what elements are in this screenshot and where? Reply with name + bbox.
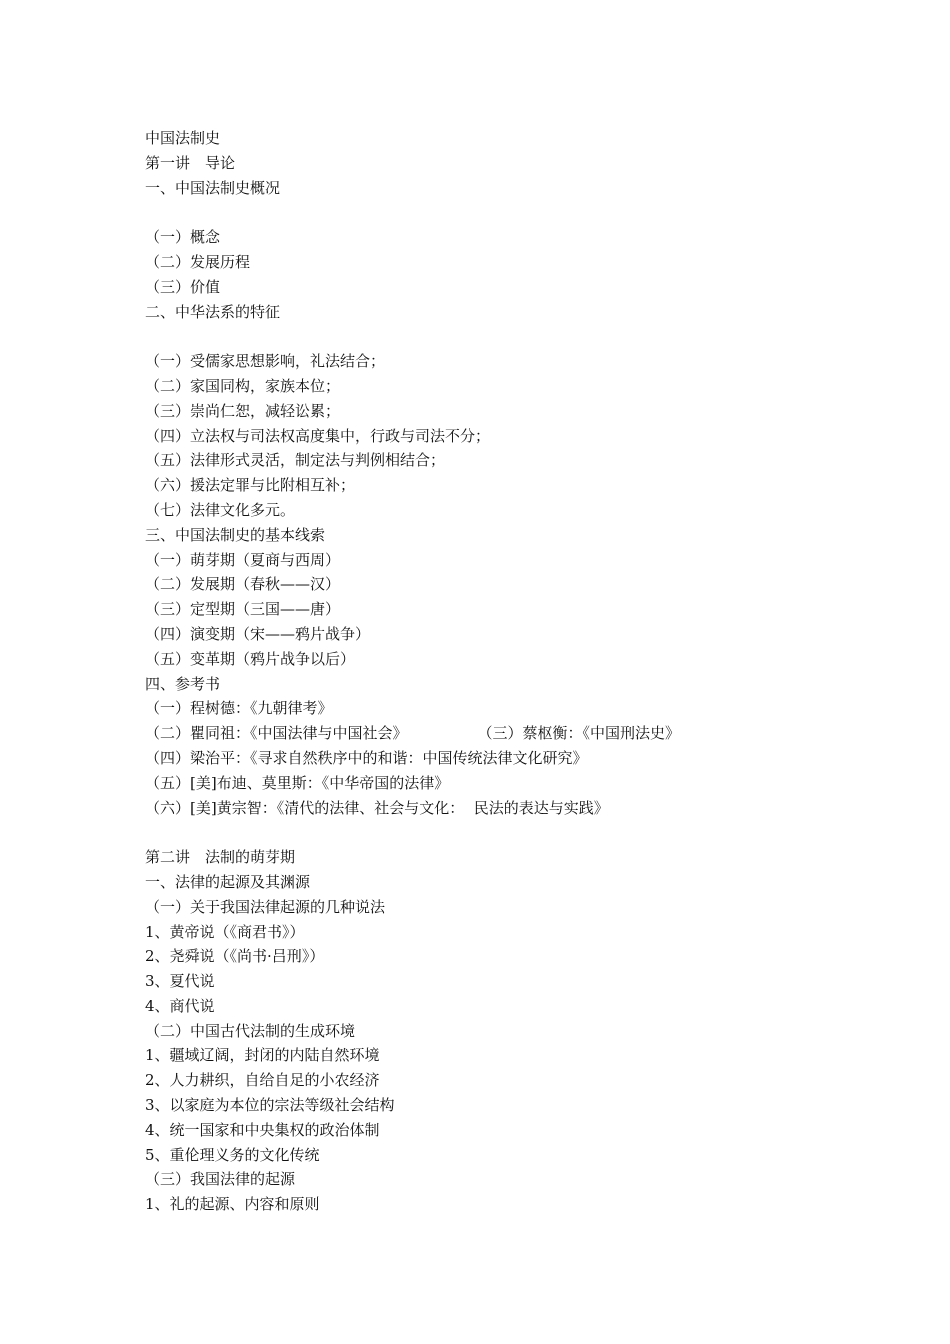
subsection-heading: （一）关于我国法律起源的几种说法 [145,897,386,916]
list-item: （七）法律文化多元。 [145,500,296,519]
list-item: 5、重伦理义务的文化传统 [145,1145,320,1164]
list-item: （三）价值 [145,277,221,296]
list-item: （五）变革期（鸦片战争以后） [145,649,356,668]
document-page [145,126,845,1217]
section-1-2-heading: 二、中华法系的特征 [145,302,281,321]
list-item: 1、疆域辽阔，封闭的内陆自然环境 [145,1046,380,1065]
list-item: （四）立法权与司法权高度集中，行政与司法不分； [145,426,491,445]
reference-item: （五）[美]布迪、莫里斯：《中华帝国的法律》 [145,773,450,792]
list-item: （三）崇尚仁恕，减轻讼累； [145,401,341,420]
reference-item: （三）蔡枢衡：《中国刑法史》 [477,724,681,743]
list-item: 3、夏代说 [145,972,215,991]
subsection-heading: （二）中国古代法制的生成环境 [145,1021,356,1040]
reference-row [145,721,845,746]
list-item: （五）法律形式灵活，制定法与判例相结合； [145,451,446,470]
section-2-1-heading: 一、法律的起源及其渊源 [145,872,311,891]
list-item: （二）发展历程 [145,252,251,271]
list-item: （一）萌芽期（夏商与西周） [145,550,341,569]
list-item: 1、礼的起源、内容和原则 [145,1195,320,1214]
list-item: （二）家国同构，家族本位； [145,376,341,395]
lecture-2-heading: 第二讲 法制的萌芽期 [145,848,296,867]
list-item: 1、黄帝说（《商君书》） [145,922,305,941]
list-item: （一）概念 [145,228,221,247]
list-item: （四）演变期（宋——鸦片战争） [145,624,371,643]
lecture-1-heading: 第一讲 导论 [145,153,236,172]
section-1-4-heading: 四、参考书 [145,674,221,693]
list-item: （一）受儒家思想影响，礼法结合； [145,352,386,371]
reference-item: （一）程树德：《九朝律考》 [145,699,333,718]
document-title: 中国法制史 [145,129,221,147]
list-item: （二）发展期（春秋——汉） [145,575,341,594]
list-item: （三）定型期（三国——唐） [145,600,341,619]
list-item: （六）援法定罪与比附相互补； [145,476,356,495]
list-item: 4、商代说 [145,996,215,1015]
reference-item: （六）[美]黄宗智：《清代的法律、社会与文化： 民法的表达与实践》 [145,798,609,817]
reference-item: （四）梁治平：《寻求自然秩序中的和谐：中国传统法律文化研究》 [145,748,588,767]
list-item: 2、人力耕织，自给自足的小农经济 [145,1071,380,1090]
list-item: 2、尧舜说（《尚书·吕刑》） [145,947,325,966]
blank-line [145,200,845,225]
list-item: 3、以家庭为本位的宗法等级社会结构 [145,1096,395,1115]
blank-line [145,324,845,349]
blank-line [145,820,845,845]
list-item: 4、统一国家和中央集权的政治体制 [145,1120,380,1139]
subsection-heading: （三）我国法律的起源 [145,1170,296,1189]
section-1-3-heading: 三、中国法制史的基本线索 [145,525,326,544]
reference-item: （二）瞿同祖：《中国法律与中国社会》 [145,724,408,743]
section-1-1-heading: 一、中国法制史概况 [145,178,281,197]
